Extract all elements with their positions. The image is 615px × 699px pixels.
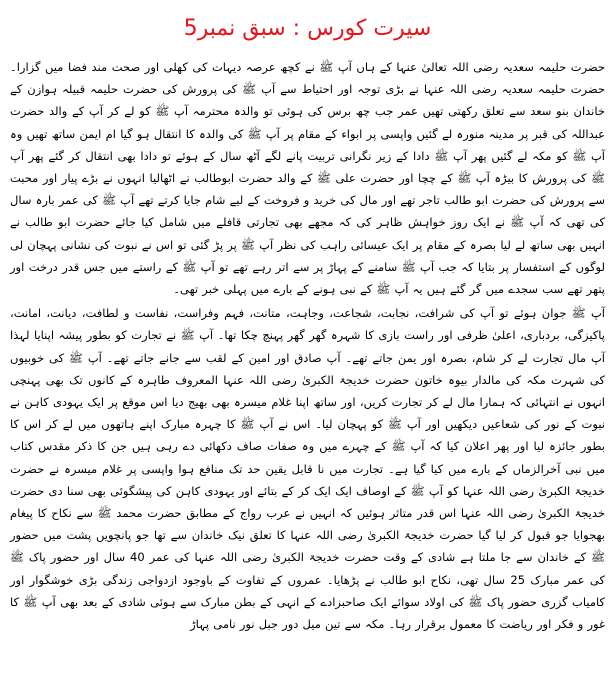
paragraph-youth-and-marriage: آپ ﷺ جوان ہوئے تو آپ کی شرافت، نجابت، شجاعت، وجاہت، متانت، فہم وفراست، نفاست و لطافت، دیانت، امانت، پاکیزگی، بردباری، اعلیٰ ظرفی اور راست بازی کا شہرہ گھر گھر پہنچ چکا تھا۔ آپ ﷺ نے تجارت کو بطور پیشہ اپنایا لہذا آپ مال تجارت لے کر شام، بصرہ اور یمن جاتے تھے۔ آپ صادق اور امین کے لقب سے جانے جاتے تھے۔ آپ ﷺ کی خوبیوں کی شہرت مکہ کی مالدار بیوہ خاتون حضرت خدیجۃ الکبریٰ رضی اللہ عنہا المعروف طاہرہ کے کانوں تک بھی پہنچی انہوں نے انتہائی کہ ہمارا مال لے کر تجارت کریں، اور ساتھ اپنا غلام میسرہ بھی بھیج دیا اس موقع پر ایک یہودی کاہن نے نبوت کے نور کی شعاعیں دیکھیں اور آپ ﷺ کو پہچان لیا۔ اس نے آپ ﷺ کا چہرہ مبارک اپنے ہاتھوں میں لے کر اس کا بطور جائزہ لیا اور پھر اعلان کیا کہ آپ ﷺ کے چہرے میں وہ صفات صاف دکھائی دے رہی ہیں جن کا ذکر مقدس کتاب میں نبی آخرالزماں کے بارے میں کیا گیا ہے۔ تجارت میں نا قابل یقین حد تک منافع ہوا واپسی پر غلام میسرہ نے حضرت خدیجۃ الکبریٰ رضی اللہ عنہا کو آپ ﷺ کے اوصاف ایک ایک کر کے بتائے اور یہودی کاہن کی پیشگوئی بھی سنا دی حضرت خدیجۃ الکبریٰ رضی اللہ عنہا اس قدر متاثر ہوئیں کہ انہیں نے عرب رواج کے مطابق حضرت محمد ﷺ سے نکاح کا پیغام بھجوایا جو قبول کر لیا گیا حضرت خدیجۃ الکبریٰ رضی اللہ عنہا کا تعلق نیک خاندان سے تھا جو پانچویں پشت میں حضور ﷺ کے خاندان سے جا ملتا ہے شادی کے وقت حضرت خدیجۃ الکبریٰ رضی اللہ عنہا کی عمر 40 سال اور حضور پاک ﷺ کی عمر مبارک 25 سال تھی، نکاح ابو طالب نے پڑھایا۔ عمروں کے تفاوت کے باوجود ازدواجی زندگی بڑی خوشگوار اور کامیاب گزری حضور پاک ﷺ کی اولاد سوائے ایک صاحبزادے کے انہی کے بطن مبارک سے ہوئی شادی کے بعد بھی آپ ﷺ کا غور و فکر اور ریاضت کا معمول برقرار رہا۔ مکہ سے تین میل دور جبل نور نامی پہاڑ (10, 306, 605, 632)
page-title: سیرت کورس : سبق نمبر5 (183, 16, 432, 41)
paragraph-early-life: حضرت حلیمہ سعدیہ رضی اللہ تعالیٰ عنہا کے ہاں آپ ﷺ نے کچھ عرصہ دیہات کی کھلی اور صحت مند فضا میں گزارا۔ حضرت حلیمہ سعدیہ رضی اللہ عنہا نے بڑی توجہ اور احتیاط سے آپ ﷺ کی پرورش کی حضرت حلیمہ قبیلہ ہوازن کے خاندان بنو سعد سے تعلق رکھتی تھیں عمر جب چھ برس کی ہوئی تو والدہ محترمہ آپ ﷺ کو لے کر آپ کے والد حضرت عبداللہ کی قبر پر مدینہ منورہ لے گئیں واپسی پر ابواء کے مقام پر آپ ﷺ کی والدہ کا انتقال ہو گیا ام ایمن ساتھ تھیں وہ آپ ﷺ کو مکہ لے گئیں پھر آپ ﷺ دادا کے زیر نگرانی تربیت پانے لگے آٹھ سال کے ہوئے تو دادا بھی انتقال کر گئے پھر آپ ﷺ کی پرورش کا بیڑہ آپ ﷺ کے چچا اور حضرت علی ﷺ کے والد حضرت ابوطالب نے اٹھالیا انہوں نے بڑے پیار اور محبت سے پرورش کی حضرت ابو طالب تاجر تھے اور مال کی خرید و فروخت کے لیے شام جایا کرتے تھے آپ ﷺ کی عمر بارہ سال کی تھی کہ آپ ﷺ نے ایک روز خواہش ظاہر کی کہ مجھے بھی تجارتی قافلے میں شامل کیا جائے حضرت ابو طالب نے انہیں بھی ساتھ لے لیا بصرہ کے مقام پر ایک عیسائی راہب کی نظر آپ ﷺ پر پڑ گئی تو اس نے نبوت کی نشانی پہچان لی لوگوں کے استفسار پر بتایا کہ جب آپ ﷺ سامنے کے پہاڑ پر سے اتر رہے تھے تو آپ ﷺ کے راستے میں جس قدر درخت اور پتھر تھے سب سجدے میں گر گئے ہیں یہ آپ ﷺ کے نبی ہونے کے بارے میں پہلی خبر تھی۔ (10, 60, 605, 297)
